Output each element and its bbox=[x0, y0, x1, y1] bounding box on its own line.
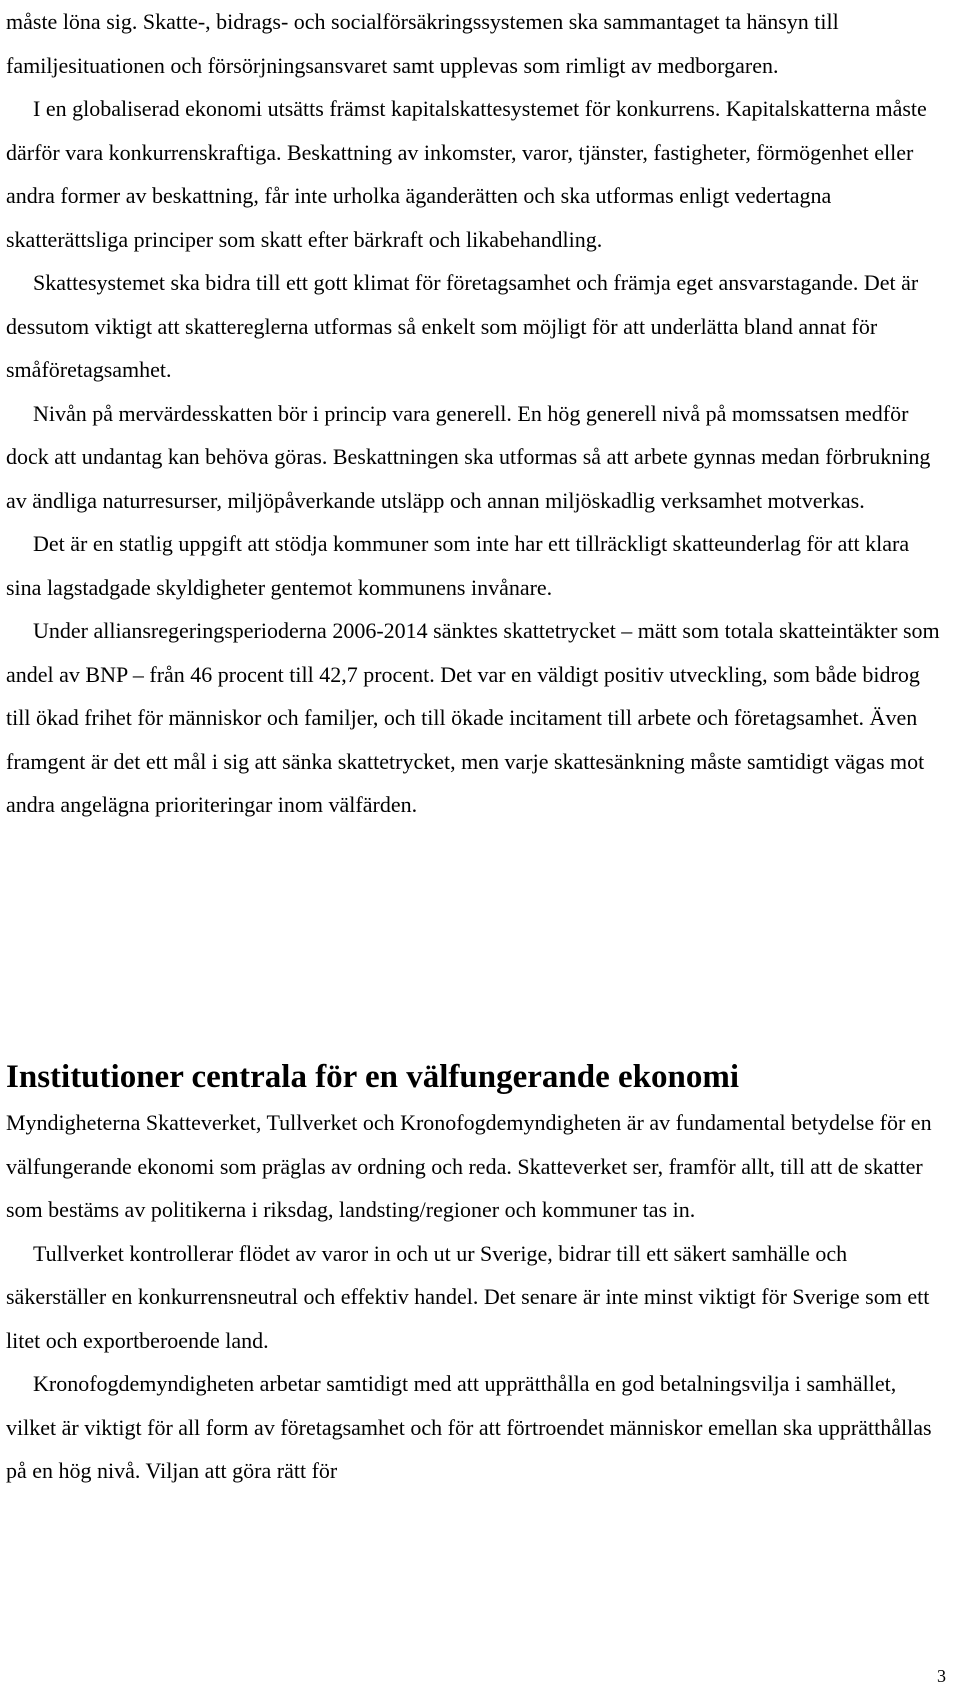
paragraph-9: Kronofogdemyndigheten arbetar samtidigt med att upprätthålla en god betalningsvilja i samhället, vilket är viktigt för all form av företagsamhet och för att förtroendet människor emellan ska upprätthållas på en hög nivå. Viljan att göra rätt för bbox=[6, 1371, 932, 1483]
paragraph-6: Under alliansregeringsperioderna 2006-2014 sänktes skattetrycket – mätt som totala skatteintäkter som andel av BNP – från 46 procent till 42,7 procent. Det var en väldigt positiv utveckling, som både bidrog till ökad frihet för människor och familjer, och till ökade incitament till arbete och företagsamhet. Även framgent är det ett mål i sig att sänka skattetrycket, men varje skattesänkning måste samtidigt vägas mot andra angelägna prioriteringar inom välfärden. bbox=[6, 618, 940, 817]
body-section-1 bbox=[6, 0, 946, 827]
paragraph-8: Tullverket kontrollerar flödet av varor in och ut ur Sverige, bidrar till ett säkert samhälle och säkerställer en konkurrensneutral och effektiv handel. Det senare är inte minst viktigt för Sverige som ett litet och exportberoende land. bbox=[6, 1240, 930, 1353]
paragraph-2: I en globaliserad ekonomi utsätts främst kapitalskattesystemet för konkurrens. Kapitalskatterna måste därför vara konkurrenskraftiga. Beskattning av inkomster, varor, tjänster, fastigheter, förmögenhet eller andra former av beskattning, får inte urholka äganderätten och ska utformas enligt vedertagna skatterättsliga principer som skatt efter bärkraft och likabehandling. bbox=[6, 96, 927, 252]
page-number: 3 bbox=[937, 1666, 946, 1686]
paragraph-7: Myndigheterna Skatteverket, Tullverket och Kronofogdemyndigheten är av fundamental betydelse för en välfungerande ekonomi som präglas av ordning och reda. Skatteverket ser, framför allt, till att de skatter som bestäms av politikerna i riksdag, landsting/regioner och kommuner tas in. bbox=[6, 1110, 932, 1222]
paragraph-1: måste löna sig. Skatte-, bidrags- och socialförsäkringssystemen ska sammantaget ta hänsyn till familjesituationen och försörjningsansvaret samt upplevas som rimligt av medborgaren. bbox=[6, 9, 839, 78]
section-heading: Institutioner centrala för en välfungerande ekonomi bbox=[6, 1059, 740, 1095]
paragraph-5: Det är en statlig uppgift att stödja kommuner som inte har ett tillräckligt skatteunderlag för att klara sina lagstadgade skyldigheter gentemot kommunens invånare. bbox=[6, 531, 910, 600]
paragraph-4: Nivån på mervärdesskatten bör i princip vara generell. En hög generell nivå på momssatsen medför dock att undantag kan behöva göras. Beskattningen ska utformas så att arbete gynnas medan förbrukning av ändliga naturresurser, miljöpåverkande utsläpp och annan miljöskadlig verksamhet motverkas. bbox=[6, 400, 931, 513]
body-section-2 bbox=[6, 1101, 946, 1493]
paragraph-3: Skattesystemet ska bidra till ett gott klimat för företagsamhet och främja eget ansvarstagande. Det är dessutom viktigt att skattereglerna utformas så enkelt som möjligt för att underlätta bland annat för småföretagsamhet. bbox=[6, 270, 919, 382]
